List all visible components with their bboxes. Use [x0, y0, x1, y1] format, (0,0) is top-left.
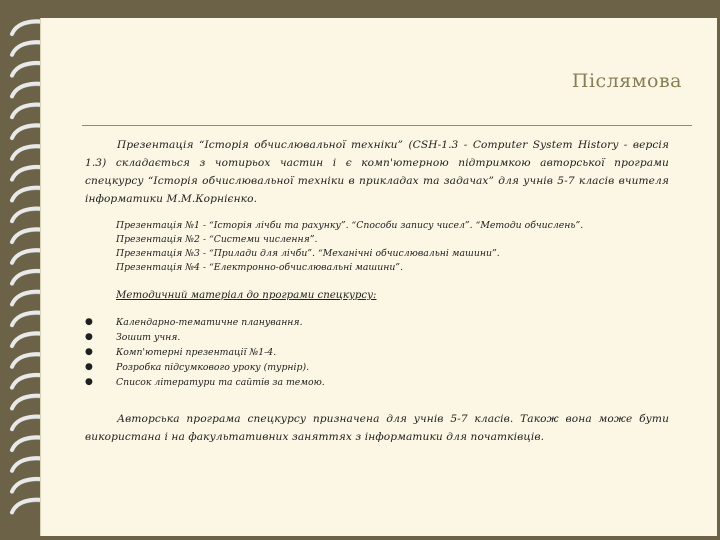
list-item-label: Зошит учня.: [116, 332, 181, 343]
list-item: [85, 360, 669, 375]
intro-paragraph: Презентація “Історія обчислювальної техніки” (CSH-1.3 - Computer System History - версія 1.3) складається з чотирьох частин і є комп'ютерною підтримкою авторської програми спецкурсу “Історія обчислювальної техніки в прикладах та задачах” для учнів 5-7 класів вчителя інформатики М.М.Корнієнко.: [85, 139, 669, 205]
presentation-item: Презентація №2 - “Системи числення”.: [116, 234, 318, 245]
bullet-dot-icon: ●: [85, 332, 93, 342]
page-title: Післямова: [571, 70, 682, 92]
list-item-label: Календарно-тематичне планування.: [116, 317, 303, 328]
list-item-label: Розробка підсумкового уроку (турнір).: [116, 362, 310, 373]
list-item-label: Комп'ютерні презентації №1-4.: [116, 347, 277, 358]
closing-paragraph: Авторська програма спецкурсу призначена для учнів 5-7 класів. Також вона може бути використана і на факультативних заняттях з інформатики для початківців.: [85, 413, 669, 443]
materials-list: [85, 315, 669, 390]
title-divider: [82, 125, 692, 126]
list-item: [85, 315, 669, 330]
main-content: [85, 136, 669, 446]
list-item: [85, 330, 669, 345]
presentation-item: Презентація №4 - “Електронно-обчислювальні машини”.: [116, 262, 404, 273]
list-item-label: Список літератури та сайтів за темою.: [116, 377, 325, 388]
list-item: [85, 345, 669, 360]
presentation-item: Презентація №1 - “Історія лічби та рахунку”. “Способи запису чисел”. “Методи обчислень”.: [116, 220, 584, 231]
presentation-list: [116, 219, 669, 275]
list-item: [85, 375, 669, 390]
presentation-item: Презентація №3 - “Прилади для лічби”. “Механічні обчислювальні машини”.: [116, 248, 500, 259]
bullet-dot-icon: ●: [85, 377, 93, 387]
bullet-dot-icon: ●: [85, 362, 93, 372]
bullet-dot-icon: ●: [85, 317, 93, 327]
method-heading: Методичний матеріал до програми спецкурсу:: [116, 290, 377, 301]
bullet-dot-icon: ●: [85, 347, 93, 357]
